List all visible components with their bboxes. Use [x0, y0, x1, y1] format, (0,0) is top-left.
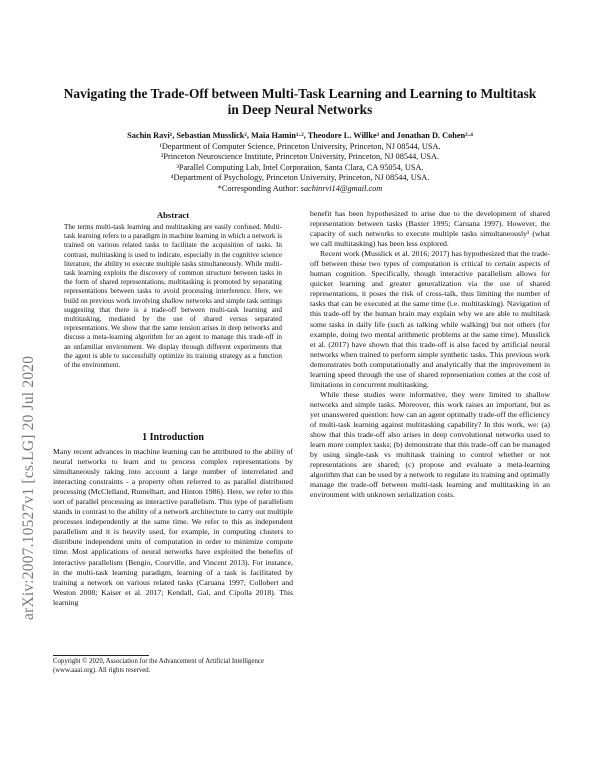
footnote-divider — [53, 655, 149, 656]
section-heading-introduction: 1 Introduction — [142, 432, 204, 443]
abstract-text: The terms multi-task learning and multitasking are easily confused. Multi-task learning refers to a paradigm in machine learning in which a network is trained on various related tasks to facilitate the acquisition of tasks. In contrast, multitasking is used to indicate, especially in the cognitive science literature, the ability to execute multiple tasks simultaneously. While multi-task learning exploits the discovery of common structure between tasks in the form of shared representations, multitasking is promoted by separating representations between tasks to avoid processing interference. Here, we build on previous work involving shallow networks and simple task settings suggesting that there is a trade-off between multi-task learning and multitasking, mediated by the use of shared versus separated representations. We show that the same tension arises in deep networks and discuss a meta-learning algorithm for an agent to manage this trade-off in an unfamiliar environment. We display through different experiments that the agent is able to successfully optimize its training strategy as a function of the environment. — [64, 223, 282, 370]
affiliation-3: ³Parallel Computing Lab, Intel Corporation, Santa Clara, CA 95054, USA. — [176, 162, 424, 172]
right-column-text — [310, 209, 550, 500]
right-paragraph-3: While these studies were informative, they were limited to shallow networks and simple tasks. Moreover, this work raises an important, but as yet unanswered question: how can an agent optimally trade-off the efficiency of multi-task learning against multitasking capability? In this work, we: (a) show that this trade-off also arises in deep convolutional networks used to learn more complex tasks; (b) demonstrate that this trade-off can be managed by using single-task vs multitask training to control whether or not representations are shared; (c) propose and evaluate a meta-learning algorithm that can be used by a network to regulate its training and optimally manage the trade-off between multi-task learning and multitasking in an environment with unknown serialization costs. — [310, 389, 550, 500]
abstract-heading: Abstract — [156, 210, 190, 220]
paper-title: Navigating the Trade-Off between Multi-Task Learning and Learning to Multitask in Deep Neural Networks — [63, 86, 537, 117]
copyright-footnote: Copyright © 2020, Association for the Advancement of Artificial Intelligence (www.aaai.org). All rights reserved. — [53, 658, 264, 674]
introduction-text — [53, 447, 293, 608]
right-paragraph-2: Recent work (Musslick et al. 2016; 2017) has hypothesized that the trade-off between these two types of computation is critical to certain aspects of human cognition. Specifically, though interactive parallelism allows for quicker learning and greater generalization via the use of shared representations, it poses the risk of cross-talk, thus limiting the number of tasks that can be executed at the same time (i.e. multitasking). Navigation of this trade-off by the human brain may explain why we are able to multitask some tasks in daily life (such as talking while walking) but not others (for example, doing two mental arithmetic problems at the same time). Musslick et al. (2017) have shown that this trade-off is also faced by artificial neural networks when trained to perform simple synthetic tasks. This previous work demonstrates both computationally and analytically that the improvement in learning speed through the use of shared representation comes at the cost of limitations in concurrent multitasking. — [310, 249, 550, 389]
affiliation-2: ²Princeton Neuroscience Institute, Princeton University, Princeton, NJ 08544, USA. — [160, 152, 440, 162]
arxiv-identifier: arXiv:2007.10527v1 [cs.LG] 20 Jul 2020 — [20, 355, 37, 620]
corresponding-label: *Corresponding Author: — [217, 183, 301, 193]
introduction-paragraph: Many recent advances in machine learning can be attributed to the ability of neural networks to learn and to process complex representations by simultaneously taking into account a large number of interrelated and interacting constraints - a property often referred to as parallel distributed processing (McClelland, Rumelhart, and Hinton 1986). Here, we refer to this sort of parallel processing as interactive parallelism. This type of parallelism stands in contrast to the ability of a network architecture to carry out multiple processes independently at the same time. We refer to this as independent parallelism and it is heavily used, for example, in computing clusters to distribute independent units of computation in order to minimize compute time. Most applications of neural networks have exploited the benefits of interactive parallelism (Bengio, Courville, and Vincent 2013). For instance, in the multi-task learning paradigm, learning of a task is facilitated by training a network on various related tasks (Caruana 1997; Collobert and Weston 2008; Kaiser et al. 2017; Kendall, Gal, and Cipolla 2018). This learning — [53, 447, 293, 607]
author-block — [60, 131, 540, 195]
corresponding-author — [60, 184, 540, 195]
author-names: Sachin Ravi¹, Sebastian Musslick², Maia Hamin¹·², Theodore L. Willke³ and Jonathan D. Cohen²·⁴ — [127, 131, 473, 140]
affiliation-1: ¹Department of Computer Science, Princeton University, Princeton, NJ 08544, USA. — [159, 141, 441, 151]
corresponding-email: sachinrvi14@gmail.com — [300, 183, 383, 193]
affiliation-4: ⁴Department of Psychology, Princeton University, Princeton, NJ 08544, USA. — [170, 173, 430, 183]
right-paragraph-1: benefit has been hypothesized to arise due to the development of shared representation between tasks (Baxter 1995; Caruana 1997). However, the capacity of such networks to execute multiple tasks simultaneously¹ (what we call multitasking) has been less explored. — [310, 209, 550, 249]
